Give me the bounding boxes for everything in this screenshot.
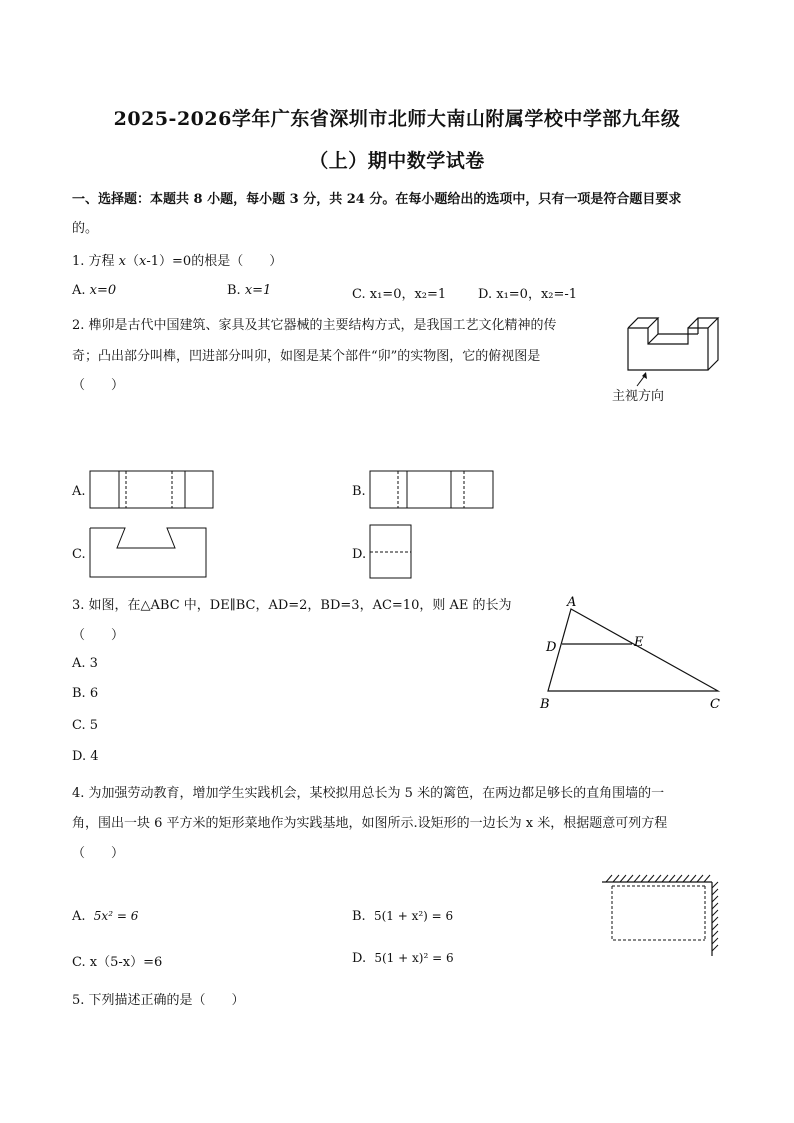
hatch-mark xyxy=(641,875,647,882)
q3-paren: （ ） xyxy=(72,628,125,643)
hatch-mark xyxy=(613,875,619,882)
q4-wall-hatch-right xyxy=(712,882,718,951)
q1-option-d-label: D. xyxy=(478,287,493,302)
section-intro-line1: 一、选择题：本题共 8 小题，每小题 3 分，共 24 分。在每小题给出的选项中，只有一项是符合题目要求 xyxy=(72,192,682,207)
q3-label-b: B xyxy=(540,697,550,712)
q1-option-b[interactable] xyxy=(227,283,271,298)
q2-option-c-label[interactable]: C. xyxy=(72,547,86,562)
q1-stem-prefix: 1. 方程 xyxy=(72,254,119,269)
hatch-mark xyxy=(704,875,710,882)
q4-option-c-text: x（5-x）=6 xyxy=(89,955,163,970)
q4-option-c-label: C. xyxy=(72,955,86,970)
q4-wall-figure xyxy=(598,870,720,960)
hatch-mark xyxy=(676,875,682,882)
hatch-mark xyxy=(606,875,612,882)
hatch-mark xyxy=(697,875,703,882)
q4-paren: （ ） xyxy=(72,846,125,861)
q2-option-a-figure xyxy=(89,470,215,510)
q3-label-e: E xyxy=(634,635,644,650)
q3-option-b[interactable]: B. 6 xyxy=(72,686,99,701)
q4-option-b[interactable] xyxy=(352,909,453,924)
hatch-mark xyxy=(712,917,718,923)
q1-option-c[interactable] xyxy=(352,283,446,302)
hatch-mark xyxy=(669,875,675,882)
q2-stem-line2: 奇；凸出部分叫榫，凹进部分叫卯，如图是某个部件“卯”的实物图，它的俯视图是 xyxy=(72,349,541,364)
q4-option-d-text: 5(1 + x)² = 6 xyxy=(374,951,454,965)
q4-option-a-text: 5x² = 6 xyxy=(93,909,139,923)
q4-option-d-label: D. xyxy=(352,951,367,966)
q1-option-a-text: x=0 xyxy=(89,283,117,298)
q4-stem-line2: 角，围出一块 6 平方米的矩形菜地作为实践基地，如图所示.设矩形的一边长为 x 米，根据题意可列方程 xyxy=(72,816,668,831)
hatch-mark xyxy=(662,875,668,882)
hatch-mark xyxy=(712,924,718,930)
q1-option-c-text: x₁=0，x₂=1 xyxy=(369,287,447,302)
q5-stem: 5. 下列描述正确的是（ ） xyxy=(72,993,245,1008)
q1-stem xyxy=(72,250,282,269)
q2-paren: （ ） xyxy=(72,378,125,393)
hatch-mark xyxy=(627,875,633,882)
q2-option-b-figure xyxy=(369,470,495,510)
page-subtitle: （上）期中数学试卷 xyxy=(309,150,485,172)
hatch-mark xyxy=(683,875,689,882)
q1-option-d[interactable] xyxy=(478,283,577,302)
hatch-mark xyxy=(690,875,696,882)
q3-label-c: C xyxy=(710,697,720,712)
q2-figure-caption: 主视方向 xyxy=(612,389,665,404)
q1-option-b-text: x=1 xyxy=(244,283,272,298)
q3-label-a: A xyxy=(567,595,577,610)
hatch-mark xyxy=(712,931,718,937)
q1-stem-x2: x xyxy=(139,254,147,269)
q3-option-d[interactable]: D. 4 xyxy=(72,749,99,764)
q3-option-a[interactable]: A. 3 xyxy=(72,656,98,671)
q1-stem-suffix: -1）=0的根是（ ） xyxy=(146,254,283,269)
q4-option-b-label: B. xyxy=(352,909,366,924)
q2-option-b-label[interactable]: B. xyxy=(352,484,366,499)
q4-option-c[interactable] xyxy=(72,951,162,970)
q2-option-c-figure xyxy=(89,526,209,579)
q4-option-a[interactable] xyxy=(72,909,138,924)
q1-option-a[interactable] xyxy=(72,283,116,298)
q4-stem-line1: 4. 为加强劳动教育，增加学生实践机会，某校拟用总长为 5 米的篱笆，在两边都足够长的直角围墙的一 xyxy=(72,786,665,801)
q3-stem: 3. 如图，在△ABC 中，DE∥BC，AD=2，BD=3，AC=10，则 AE 的长为 xyxy=(72,598,512,613)
q1-stem-x: x xyxy=(118,254,127,269)
hatch-mark xyxy=(634,875,640,882)
q2-option-d-figure xyxy=(369,524,413,580)
q2-stem-line1: 2. 榫卯是古代中国建筑、家具及其它器械的主要结构方式，是我国工艺文化精神的传 xyxy=(72,318,557,333)
hatch-mark xyxy=(712,945,718,951)
hatch-mark xyxy=(712,882,718,888)
hatch-mark xyxy=(712,903,718,909)
q1-stem-mid: （ xyxy=(126,254,140,269)
page-title: 2025-2026学年广东省深圳市北师大南山附属学校中学部九年级 xyxy=(113,108,681,130)
q1-option-d-text: x₁=0，x₂=-1 xyxy=(496,287,578,302)
q4-option-d[interactable] xyxy=(352,951,454,966)
hatch-mark xyxy=(712,889,718,895)
hatch-mark xyxy=(712,938,718,944)
hatch-mark xyxy=(712,896,718,902)
section-intro-line2: 的。 xyxy=(72,221,99,236)
hatch-mark xyxy=(655,875,661,882)
hatch-mark xyxy=(648,875,654,882)
q1-option-a-label: A. xyxy=(72,283,86,298)
q2-option-d-label[interactable]: D. xyxy=(352,547,367,562)
q2-option-a-label[interactable]: A. xyxy=(72,484,86,499)
hatch-mark xyxy=(712,910,718,916)
q1-option-c-label: C. xyxy=(352,287,366,302)
q3-label-d: D xyxy=(546,640,557,655)
hatch-mark xyxy=(620,875,626,882)
q4-wall-hatch-top xyxy=(606,875,710,882)
q3-option-c[interactable]: C. 5 xyxy=(72,718,99,733)
q4-option-b-text: 5(1 + x²) = 6 xyxy=(373,909,454,923)
q3-triangle-figure xyxy=(530,590,730,715)
q4-option-a-label: A. xyxy=(72,909,86,924)
q1-option-b-label: B. xyxy=(227,283,241,298)
